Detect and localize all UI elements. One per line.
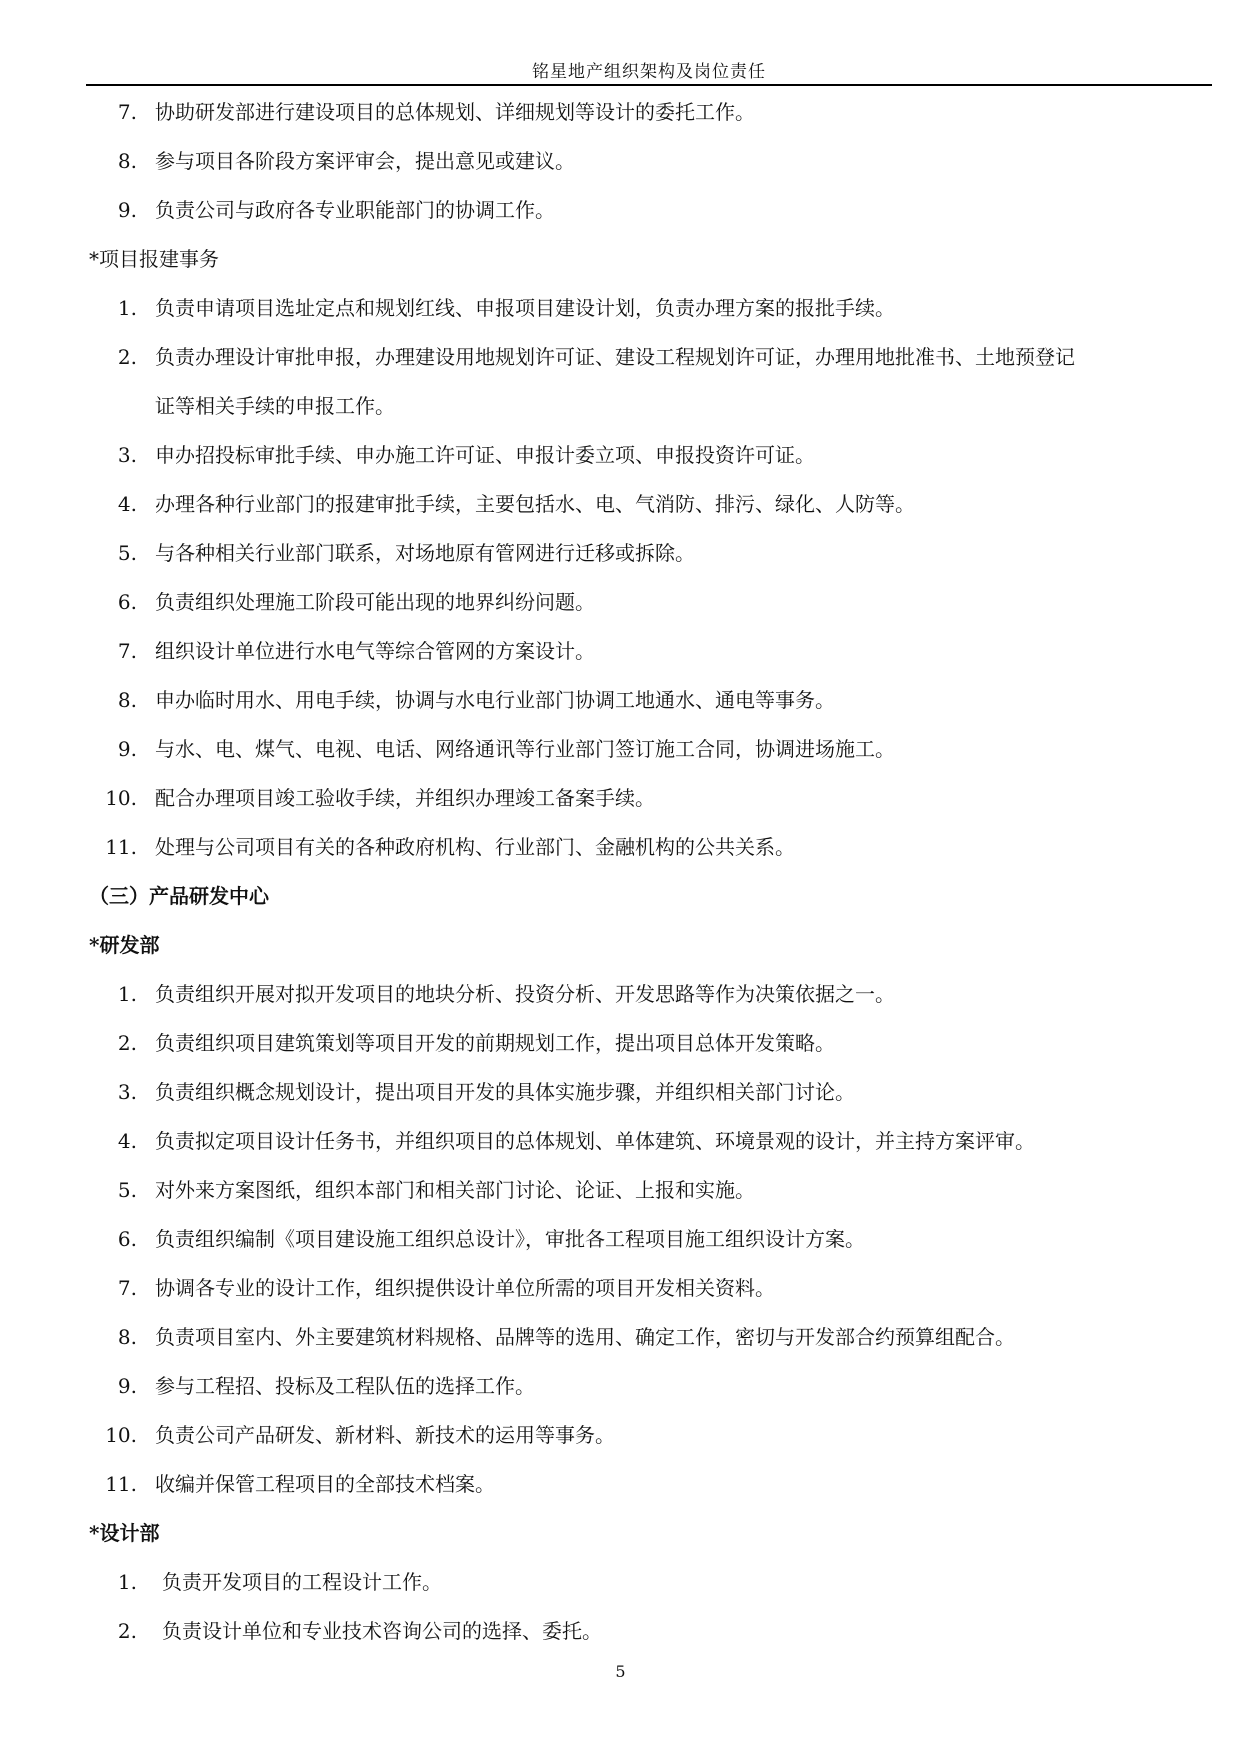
item-text: 负责申请项目选址定点和规划红线、申报项目建设计划，负责办理方案的报批手续。 [155,296,895,320]
list-item [0,1170,1241,1219]
list-item [0,974,1241,1023]
item-number: 2. [117,1619,137,1643]
item-number: 11. [105,835,137,859]
item-number: 8. [117,1325,137,1349]
list-item [0,1366,1241,1415]
item-number: 5. [117,1178,137,1202]
item-text: 负责开发项目的工程设计工作。 [162,1570,442,1594]
item-text: 与水、电、煤气、电视、电话、网络通讯等行业部门签订施工合同，协调进场施工。 [155,737,895,761]
item-text: 负责组织项目建筑策划等项目开发的前期规划工作，提出项目总体开发策略。 [155,1031,835,1055]
item-text: 办理各种行业部门的报建审批手续，主要包括水、电、气消防、排污、绿化、人防等。 [155,492,915,516]
item-text: 参与工程招、投标及工程队伍的选择工作。 [155,1374,535,1398]
list-item [0,1464,1241,1513]
list-item [0,631,1241,680]
item-text: 负责公司产品研发、新材料、新技术的运用等事务。 [155,1423,615,1447]
page-number: 5 [615,1662,626,1681]
item-text: 负责组织处理施工阶段可能出现的地界纠纷问题。 [155,590,595,614]
item-text: 申办临时用水、用电手续，协调与水电行业部门协调工地通水、通电等事务。 [155,688,835,712]
item-number: 4. [117,492,137,516]
item-number: 10. [105,1423,137,1447]
item-text: 负责拟定项目设计任务书，并组织项目的总体规划、单体建筑、环境景观的设计，并主持方案评审。 [155,1129,1035,1153]
item-text: 配合办理项目竣工验收手续，并组织办理竣工备案手续。 [155,786,655,810]
item-number: 10. [105,786,137,810]
list-item [0,582,1241,631]
item-text: 与各种相关行业部门联系，对场地原有管网进行迁移或拆除。 [155,541,695,565]
item-number: 1. [117,1570,137,1594]
item-number: 8. [117,149,137,173]
item-number: 6. [117,590,137,614]
list-item [0,1611,1241,1660]
list-item [0,1072,1241,1121]
item-number: 1. [117,982,137,1006]
list-item [0,337,1241,386]
item-number: 9. [117,737,137,761]
item-number: 8. [117,688,137,712]
item-text: 负责项目室内、外主要建筑材料规格、品牌等的选用、确定工作，密切与开发部合约预算组配合。 [155,1325,1015,1349]
item-number: 9. [117,1374,137,1398]
item-text: 负责组织编制《项目建设施工组织总设计》，审批各工程项目施工组织设计方案。 [155,1227,865,1251]
subsection-heading [0,925,1241,974]
item-text: 负责公司与政府各专业职能部门的协调工作。 [155,198,555,222]
list-item [0,778,1241,827]
item-number: 7. [117,100,137,124]
list-item [0,1023,1241,1072]
list-item-continuation [0,386,1241,435]
subsection-heading [0,1513,1241,1562]
list-item [0,827,1241,876]
list-item [0,533,1241,582]
page-header [86,54,1212,86]
subsection-title: *设计部 [89,1521,160,1545]
item-text: 申办招投标审批手续、申办施工许可证、申报计委立项、申报投资许可证。 [155,443,815,467]
section-title: （三）产品研发中心 [89,884,269,908]
item-number: 2. [117,345,137,369]
list-item [0,484,1241,533]
item-number: 3. [117,443,137,467]
list-item [0,435,1241,484]
document-body [0,92,1241,1660]
item-text: 协助研发部进行建设项目的总体规划、详细规划等设计的委托工作。 [155,100,755,124]
document-title: 铭星地产组织架构及岗位责任 [532,62,766,82]
list-item [0,1415,1241,1464]
item-text: 负责设计单位和专业技术咨询公司的选择、委托。 [162,1619,602,1643]
subsection-title: *研发部 [89,933,160,957]
item-text: 负责组织开展对拟开发项目的地块分析、投资分析、开发思路等作为决策依据之一。 [155,982,895,1006]
item-number: 3. [117,1080,137,1104]
item-text: 处理与公司项目有关的各种政府机构、行业部门、金融机构的公共关系。 [155,835,795,859]
list-item [0,1562,1241,1611]
item-text: 收编并保管工程项目的全部技术档案。 [155,1472,495,1496]
item-number: 4. [117,1129,137,1153]
item-text-continuation: 证等相关手续的申报工作。 [155,394,395,418]
item-number: 7. [117,639,137,663]
item-text: 组织设计单位进行水电气等综合管网的方案设计。 [155,639,595,663]
list-item [0,1219,1241,1268]
item-number: 2. [117,1031,137,1055]
list-item [0,288,1241,337]
item-text: 对外来方案图纸，组织本部门和相关部门讨论、论证、上报和实施。 [155,1178,755,1202]
list-item [0,141,1241,190]
item-number: 1. [117,296,137,320]
item-text: 参与项目各阶段方案评审会，提出意见或建议。 [155,149,575,173]
item-number: 5. [117,541,137,565]
list-item [0,1317,1241,1366]
list-item [0,1121,1241,1170]
item-text: 负责组织概念规划设计，提出项目开发的具体实施步骤，并组织相关部门讨论。 [155,1080,855,1104]
list-item [0,190,1241,239]
section-heading [0,876,1241,925]
list-item [0,680,1241,729]
item-number: 6. [117,1227,137,1251]
item-number: 7. [117,1276,137,1300]
item-number: 9. [117,198,137,222]
item-text: 负责办理设计审批申报，办理建设用地规划许可证、建设工程规划许可证，办理用地批准书、土地预登记 [155,345,1075,369]
list-item [0,92,1241,141]
subsection-heading [0,239,1241,288]
item-text: 协调各专业的设计工作，组织提供设计单位所需的项目开发相关资料。 [155,1276,775,1300]
subsection-title: *项目报建事务 [89,247,219,271]
item-number: 11. [105,1472,137,1496]
list-item [0,729,1241,778]
list-item [0,1268,1241,1317]
